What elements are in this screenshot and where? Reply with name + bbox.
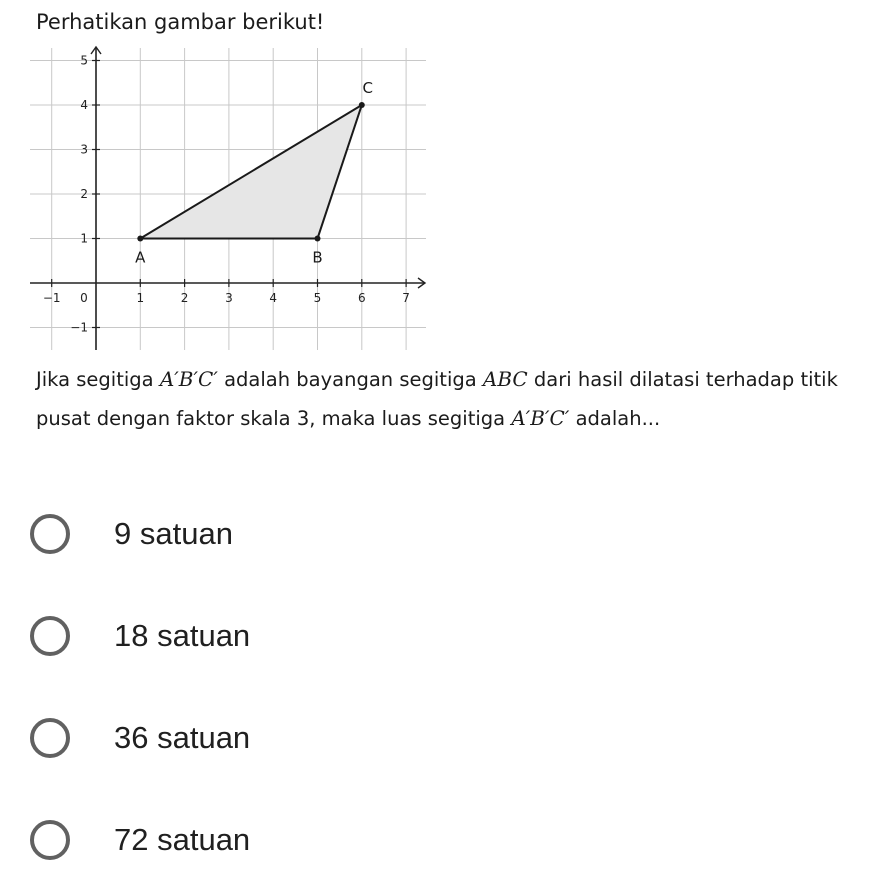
x-tick-label: 1: [136, 291, 145, 305]
x-tick-label: 7: [402, 291, 410, 305]
y-tick-label: 2: [80, 187, 88, 201]
option-label: 36 satuan: [114, 720, 251, 755]
vertex-point-c: [359, 102, 365, 108]
triangle-abc: [140, 105, 361, 239]
y-tick-label: −1: [70, 320, 88, 335]
option-3[interactable]: [30, 710, 250, 766]
x-tick-label: 4: [269, 291, 278, 305]
option-2[interactable]: [30, 608, 250, 664]
vertex-label-c: C: [362, 79, 374, 97]
radio-circle-icon[interactable]: [30, 820, 70, 860]
question-part-2: adalah bayangan segitiga: [217, 368, 483, 391]
question-part-3: dari hasil dilatasi terhadap titik pusat dengan faktor skala 3, maka luas segitiga: [36, 368, 838, 430]
x-tick-label: −1: [42, 291, 61, 305]
vertex-label-a: A: [135, 248, 146, 267]
y-tick-label: 5: [80, 53, 88, 68]
option-label: 9 satuan: [114, 516, 233, 551]
image-triangle-name: A′B′C′: [159, 367, 218, 391]
option-4[interactable]: [30, 812, 250, 868]
page-title: Perhatikan gambar berikut!: [36, 10, 325, 34]
y-tick-label: 3: [80, 142, 88, 157]
x-tick-label: 2: [180, 291, 189, 305]
y-tick-label: 1: [80, 231, 88, 246]
x-tick-label: 6: [357, 291, 366, 305]
x-tick-label: 0: [80, 291, 88, 305]
question-part-4: adalah...: [569, 407, 661, 430]
vertex-label-b: B: [312, 248, 323, 267]
option-1[interactable]: [30, 506, 233, 562]
radio-circle-icon[interactable]: [30, 616, 70, 656]
radio-circle-icon[interactable]: [30, 718, 70, 758]
x-tick-label: 3: [225, 291, 233, 305]
question-text: [36, 360, 866, 438]
original-triangle-name: ABC: [482, 367, 528, 391]
radio-circle-icon[interactable]: [30, 514, 70, 554]
question-part-1: Jika segitiga: [36, 368, 160, 391]
x-tick-label: 5: [313, 291, 322, 305]
option-label: 72 satuan: [114, 822, 251, 857]
y-tick-label: 4: [80, 98, 88, 112]
vertex-point-b: [315, 236, 321, 242]
triangle-polygon: [140, 105, 361, 239]
coordinate-graph: [0, 44, 440, 354]
option-label: 18 satuan: [114, 618, 251, 653]
vertex-point-a: [137, 236, 143, 242]
image-triangle-name-2: A′B′C′: [511, 406, 570, 430]
